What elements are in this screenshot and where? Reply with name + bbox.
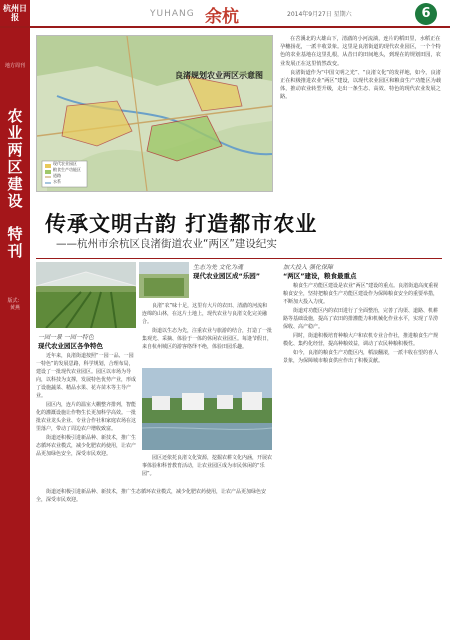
- section1-body: [36, 352, 136, 459]
- band-special: 特刊: [7, 225, 23, 260]
- section3-paragraph: 同时，街道积极培育种粮大户和农机专业合作社，推进粮食生产规模化、集约化经营，提高种粮效益，调动了农民种粮积极性。: [283, 333, 439, 347]
- section2-body-cont: [142, 454, 272, 479]
- divider: [36, 258, 442, 259]
- section3-paragraph: 粮食生产功能区建设是农业“两区”建设的重点。良渚街道高度重视粮食安全，坚持把粮食生产功能区建设作为保障粮食安全的重要举措，不断加大投入力度。: [283, 283, 439, 305]
- section3-title: “两区”建设，粮食最重点: [283, 272, 357, 280]
- section1-paragraph: 街道还积极引进新品种、新技术，推广生态循环农业模式，减少化肥农药使用，让农产品更加绿色安全，深受市民欢迎。: [36, 435, 137, 457]
- intro-paragraph: 在苕溪北的大雄山下，清澈的小河流淌，连片的稻田里，水稻正在孕穗扬花，一派丰收景象。这里是良渚街道的现代农业园区，一个个特色的农业基地在这里扎根，从昔日的田间地头，到现在的规划田园，农业发展正在这里悄然改变。: [280, 36, 441, 67]
- greenhouse-image: [36, 262, 136, 328]
- legend-item: 现代农业园区: [53, 161, 77, 166]
- intro-text: [280, 35, 442, 103]
- section3-body: [283, 282, 441, 366]
- section2-title-block: [193, 262, 273, 280]
- section2-body: [142, 302, 272, 352]
- band-credit: 版式：黄燕: [7, 298, 23, 311]
- legend-item: 道路: [53, 173, 61, 178]
- map-title: 良渚规划农业两区示意图: [175, 71, 263, 80]
- legend-item: 水系: [53, 179, 61, 184]
- section2-paragraph: 园区还依托良渚文化资源，挖掘农耕文化内涵，开展农事体验和科普教育活动，让农业园区成为市民休闲的“乐园”。: [142, 455, 273, 477]
- section1-paragraph: 园区内，连片的温室大棚整齐排列，智能化的灌溉设施让作物生长更加科学高效。一批批农业龙头企业、专业合作社和家庭农场在这里落户，带动了周边农户增收致富。: [36, 402, 137, 432]
- bottom-paragraph: 街道还积极引进新品种、新技术，推广生态循环农业模式，减少化肥农药使用，让农产品更加绿色安全，深受市民欢迎。: [36, 489, 267, 503]
- section2-kicker: 生态为先 文化为魂: [193, 264, 243, 271]
- section2-paragraph: 良渚“农”味十足，这里有大片的农田、清澈的河流和连绵的山林，在这片土地上，现代农业与良渚文化完美融合。: [142, 303, 268, 325]
- village-photo: [142, 368, 272, 450]
- section2-paragraph: 街道以生态为先，注重农业与旅游的结合，打造了一批集观光、采摘、体验于一体的休闲农业园区。每逢节假日，来自杭州城区的游客络绎不绝，体验田园乐趣。: [142, 328, 273, 350]
- band-subtitle: 地方周刊: [4, 63, 25, 69]
- subheadline: ——杭州市余杭区良渚街道农业“两区”建设纪实: [56, 238, 277, 250]
- bottom-body: [36, 488, 272, 505]
- section3-header: [283, 262, 441, 280]
- band-logo-text: 杭州日报: [3, 4, 27, 22]
- section1-paragraph: 近年来，良渚街道按照“一园一品、一园一特色”的发展思路，科学规划，合理布局，建设了一批现代农业园区。园区以市场为导向，以科技为支撑，发展特色优势产业，形成了设施蔬菜、精品水果、花卉苗木等主导产业。: [36, 353, 137, 399]
- headline: 传承文明古韵 打造都市农业: [45, 211, 318, 236]
- section2-title: 现代农业园区成“乐园”: [193, 272, 261, 280]
- legend-item: 粮食生产功能区: [53, 167, 81, 172]
- edition-title: 余杭: [205, 7, 239, 27]
- section1-title: 现代农业园区各争特色: [38, 342, 103, 350]
- section3-paragraph: 如今，良渚的粮食生产功能区内，稻浪翻滚，一派丰收在望的喜人景象，为保障城市粮食供应作出了积极贡献。: [283, 350, 439, 364]
- side-band: [0, 0, 30, 640]
- section3-kicker: 加大投入 强化保障: [283, 264, 333, 271]
- intro-paragraph: 良渚街道作为“中国文明之光”、“良渚文化”的发祥地，如今，良渚正在积极推进农业“两区”建设，以现代农业园区和粮食生产功能区为载体，推动农业转型升级，走出一条生态、高效、特色的现代农业发展之路。: [280, 69, 442, 101]
- edition-label: YUHANG: [150, 9, 195, 19]
- greenhouse-photo: [36, 262, 136, 328]
- dateline: 2014年9月27日 星期六: [287, 11, 352, 18]
- map-legend: [53, 161, 81, 185]
- section3-paragraph: 街道对功能区内的农田进行了全面整治，完善了沟渠、道路、机耕路等基础设施，提高了农田的排灌能力和机械化作业水平，实现了旱涝保收、高产稳产。: [283, 308, 439, 330]
- section1-header: [38, 332, 138, 350]
- section1-kicker: 一园一景 一园一特色: [38, 334, 94, 341]
- page-number: 6: [415, 3, 437, 25]
- band-title: 农业两区建设: [7, 107, 23, 210]
- farm-image: [139, 262, 189, 298]
- farm-photo: [139, 262, 189, 298]
- village-image: [142, 368, 272, 450]
